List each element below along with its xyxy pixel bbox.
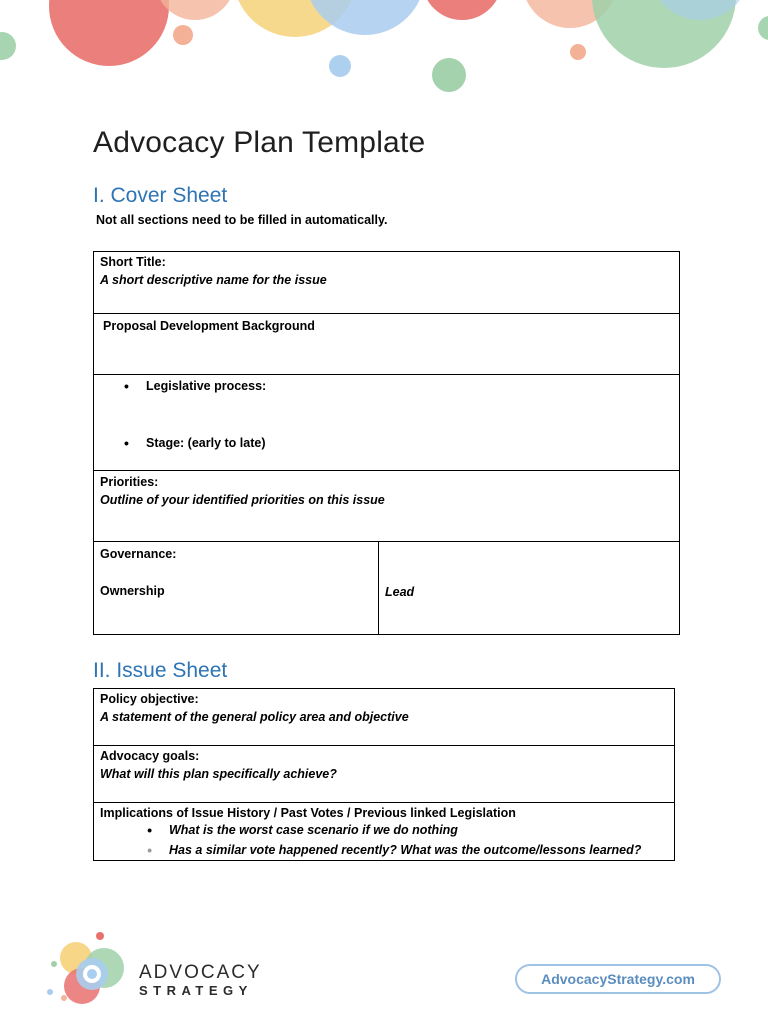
policy-row[interactable] (94, 689, 674, 746)
ownership-label: Ownership (100, 584, 165, 598)
bubble-peach-dot (570, 44, 586, 60)
short-title-row[interactable] (94, 252, 679, 314)
cover-sheet-note: Not all sections need to be filled in automatically. (96, 213, 388, 227)
background-row[interactable] (94, 314, 679, 375)
issue-sheet-table (93, 688, 675, 861)
ownership-cell[interactable] (94, 542, 379, 634)
policy-hint: A statement of the general policy area and objective (100, 710, 409, 724)
lead-cell[interactable] (379, 542, 679, 634)
bubble-green-edge (758, 16, 768, 40)
stage-bullet: • Stage: (early to late) (146, 436, 265, 450)
governance-label: Governance: (100, 547, 177, 561)
bubble-green-left (0, 32, 16, 60)
governance-row (94, 542, 679, 634)
goals-row[interactable] (94, 746, 674, 803)
policy-label: Policy objective: (100, 692, 199, 706)
decorative-bubbles (0, 0, 768, 110)
short-title-hint: A short descriptive name for the issue (100, 273, 327, 287)
worst-case-bullet: • What is the worst case scenario if we do nothing (169, 823, 458, 837)
cover-sheet-heading: I. Cover Sheet (93, 184, 228, 207)
background-label: Proposal Development Background (103, 319, 315, 333)
bubble-red-top (422, 0, 502, 20)
priorities-hint: Outline of your identified priorities on this issue (100, 493, 385, 507)
priorities-row[interactable] (94, 471, 679, 542)
lead-label: Lead (385, 585, 415, 599)
cover-sheet-table (93, 251, 680, 635)
goals-label: Advocacy goals: (100, 749, 200, 763)
website-link[interactable]: AdvocacyStrategy.com (515, 964, 721, 994)
bubble-peach-small (173, 25, 193, 45)
bubble-blue-small (329, 55, 351, 77)
bubble-red-large (49, 0, 169, 66)
goals-hint: What will this plan specifically achieve? (100, 767, 337, 781)
implications-label: Implications of Issue History / Past Votes / Previous linked Legislation (100, 806, 516, 820)
similar-vote-bullet: • Has a similar vote happened recently? What was the outcome/lessons learned? (169, 843, 641, 857)
brand-name-line1: ADVOCACY (139, 962, 262, 983)
implications-row[interactable] (94, 803, 674, 860)
document-title: Advocacy Plan Template (93, 126, 426, 159)
priorities-label: Priorities: (100, 475, 159, 489)
legislative-row[interactable] (94, 375, 679, 471)
legislative-bullet: • Legislative process: (146, 379, 266, 393)
short-title-label: Short Title: (100, 255, 166, 269)
bubble-green-small (432, 58, 466, 92)
brand-name-line2: STRATEGY (139, 983, 253, 998)
issue-sheet-heading: II. Issue Sheet (93, 659, 228, 682)
